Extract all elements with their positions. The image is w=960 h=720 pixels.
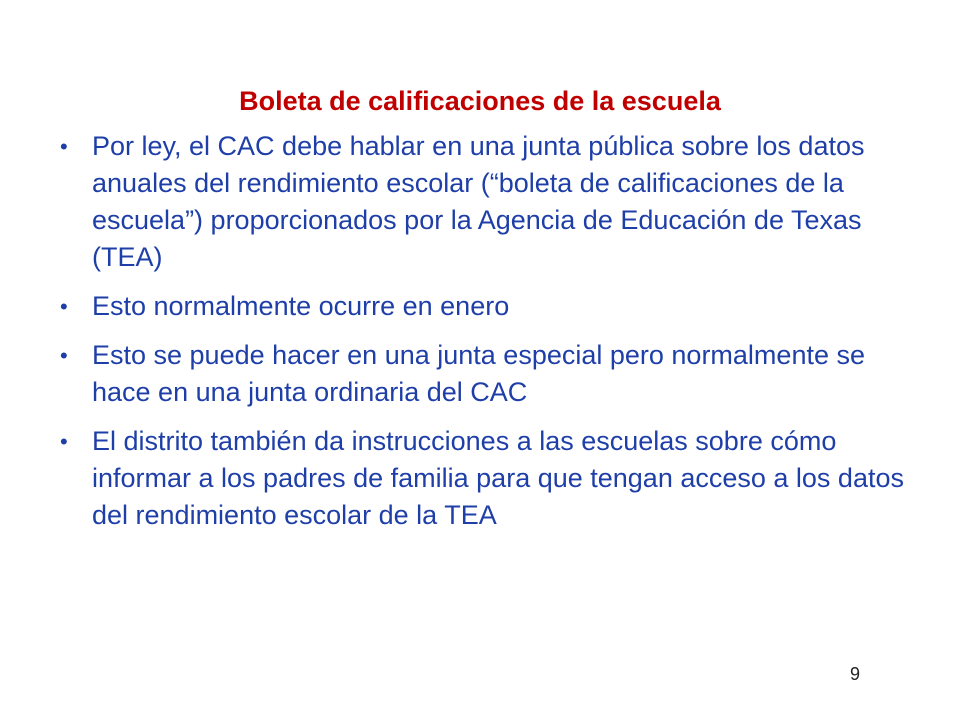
slide-title: Boleta de calificaciones de la escuela [239,86,721,116]
page-number: 9 [849,664,860,684]
bullet-dot-icon: • [60,343,68,368]
list-item [56,288,916,325]
bullet-text: Esto se puede hacer en una junta especial pero normalmente se hace en una junta ordinaria del CAC [92,340,865,407]
bullet-text: Esto normalmente ocurre en enero [92,291,510,321]
bullet-list [56,128,916,546]
bullet-dot-icon: • [60,294,68,319]
list-item [56,128,916,276]
bullet-dot-icon: • [60,134,68,159]
list-item [56,423,916,534]
bullet-text: El distrito también da instrucciones a las escuelas sobre cómo informar a los padres de familia para que tengan acceso a los datos del rendimiento escolar de la TEA [92,426,904,530]
list-item [56,337,916,411]
bullet-dot-icon: • [60,429,68,454]
bullet-text: Por ley, el CAC debe hablar en una junta pública sobre los datos anuales del rendimiento escolar (“boleta de calificaciones de la escuela”) proporcionados por la Agencia de Educación de Texas (TEA) [92,131,865,272]
